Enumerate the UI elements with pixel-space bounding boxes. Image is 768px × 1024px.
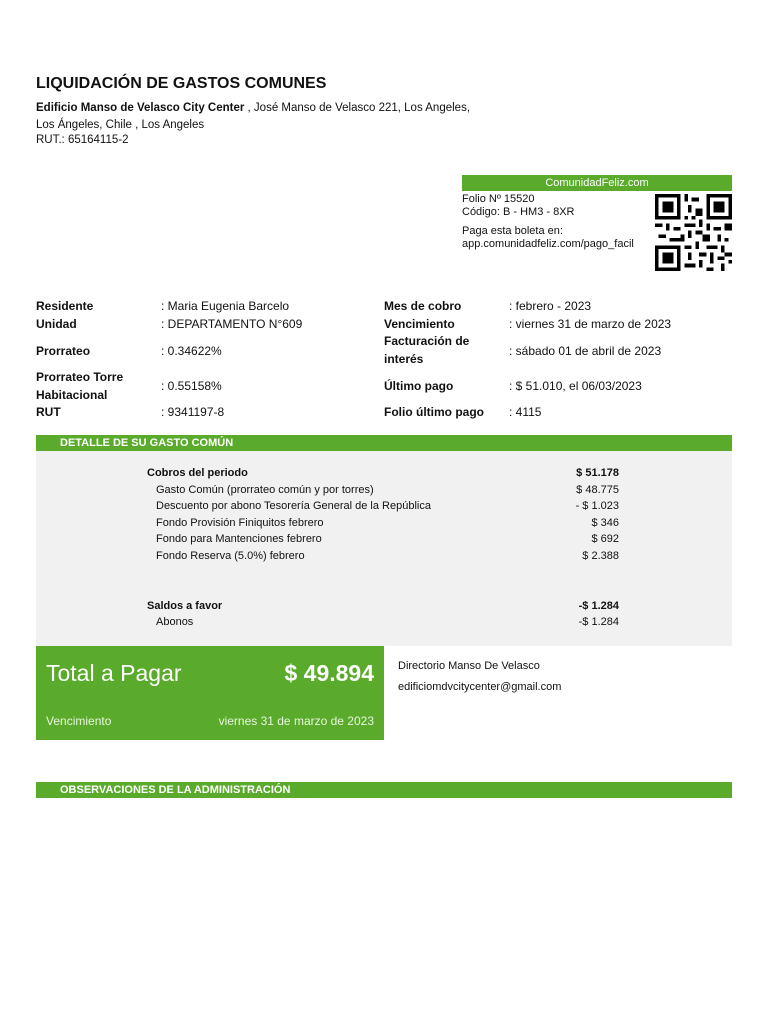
cobros-total: $ 51.178 [576,467,619,479]
row-description: Descuento por abono Tesorería General de la República [156,500,431,512]
total-to-pay-box [36,646,384,740]
total-label: Total a Pagar [46,660,182,686]
label-facturacion: Facturación de [384,334,470,348]
row-description: Abonos [156,616,194,628]
table-row [36,549,732,564]
row-description: Gasto Común (prorrateo común y por torres) [156,484,374,496]
row-description: Fondo para Mantenciones febrero [156,533,322,545]
value-prorrateo-torre: : 0.55158% [161,379,222,393]
row-amount: -$ 1.284 [578,616,619,628]
value-prorrateo: : 0.34622% [161,344,222,358]
saldos-title: Saldos a favor [147,600,223,612]
detail-section-title: DETALLE DE SU GASTO COMÚN [60,437,234,449]
pay-here-label: Paga esta boleta en: [462,225,563,237]
table-row [36,499,732,514]
table-row [36,483,732,498]
cobros-header-row [36,466,732,481]
value-unidad: : DEPARTAMENTO N°609 [161,317,303,331]
cobros-title: Cobros del periodo [147,467,248,479]
folio-number: Folio Nº 15520 [462,193,535,205]
due-date-label: Vencimiento [46,714,112,728]
label-vencimiento: Vencimiento [384,317,455,331]
qr-code-icon [655,193,732,272]
value-facturacion: : sábado 01 de abril de 2023 [509,344,662,358]
row-description: Fondo Reserva (5.0%) febrero [156,550,305,562]
row-amount: $ 346 [591,517,619,529]
value-rut: : 9341197-8 [161,405,225,419]
label-prorrateo: Prorrateo [36,344,91,358]
saldos-header-row [36,599,732,614]
directory-email[interactable]: edificiomdvcitycenter@gmail.com [398,681,562,693]
label-prorrateo-torre-2: Habitacional [36,388,108,402]
building-rut: RUT.: 65164115-2 [36,134,129,146]
label-prorrateo-torre: Prorrateo Torre [36,370,124,384]
directory-name: Directorio Manso De Velasco [398,660,540,672]
label-facturacion-2: interés [384,352,424,366]
table-row [36,615,732,630]
observations-section-title: OBSERVACIONES DE LA ADMINISTRACIÓN [60,784,291,796]
label-residente: Residente [36,299,94,313]
value-folio-ultimo-pago: : 4115 [509,405,542,419]
row-description: Fondo Provisión Finiquitos febrero [156,517,324,529]
row-amount: $ 2.388 [582,550,619,562]
observations-section-header [36,782,732,798]
value-mes-cobro: : febrero - 2023 [509,299,592,313]
value-ultimo-pago: : $ 51.010, el 06/03/2023 [509,379,642,393]
document-title: LIQUIDACIÓN DE GASTOS COMUNES [36,75,327,92]
row-amount: $ 692 [591,533,619,545]
label-unidad: Unidad [36,317,77,331]
label-mes-cobro: Mes de cobro [384,299,462,313]
label-ultimo-pago: Último pago [384,379,454,393]
label-folio-ultimo-pago: Folio último pago [384,405,484,419]
label-rut: RUT [36,405,61,419]
table-row [36,532,732,547]
building-address [36,100,496,134]
brand-bar: ComunidadFeliz.com [462,175,732,191]
value-residente: : Maria Eugenia Barcelo [161,299,290,313]
total-amount: $ 49.894 [284,660,374,686]
payment-info [462,193,652,251]
row-amount: $ 48.775 [576,484,619,496]
table-row [36,516,732,531]
due-date-value: viernes 31 de marzo de 2023 [218,714,374,728]
payment-code: Código: B - HM3 - 8XR [462,206,575,218]
value-vencimiento: : viernes 31 de marzo de 2023 [509,317,672,331]
row-amount: - $ 1.023 [575,500,619,512]
detail-section-header [36,435,732,451]
directory-contact [398,656,561,698]
address-line-1: , José Manso de Velasco 221, Los Angeles, [244,102,471,114]
saldos-total: -$ 1.284 [578,600,619,612]
pay-url-link[interactable]: app.comunidadfeliz.com/pago_facil [462,238,634,250]
address-line-2: Los Ángeles, Chile , Los Angeles [36,119,205,131]
building-name: Edificio Manso de Velasco City Center [36,102,245,114]
